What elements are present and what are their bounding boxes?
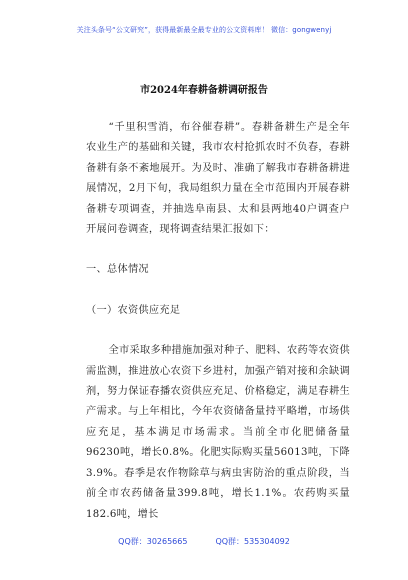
- qq-group-1: QQ群：30265665: [118, 537, 188, 546]
- qq-group-2: QQ群：535304092: [215, 537, 290, 546]
- bottom-banner: [0, 536, 408, 547]
- section-heading: 一、总体情况: [86, 264, 149, 276]
- document-body: [86, 118, 350, 525]
- subsection-heading: （一）农资供应充足: [86, 304, 181, 316]
- intro-paragraph: “千里积雪消，布谷催春耕”。春耕备耕生产是全年农业生产的基础和关键，我市农村抢抓农时不负春，春耕备耕有条不紊地展开。为及时、准确了解我市春耕备耕进展情况，2月下旬，我局组织力量在全市范围内开展春耕备耕专项调查，并抽选阜南县、太和县两地40户调查户开展问卷调查，现将调查结果汇报如下：: [86, 122, 350, 236]
- document-title: 市2024年春耕备耕调研报告: [140, 85, 268, 96]
- top-banner: 关注头条号“公文研究”，获得最新最全最专业的公文资料库！ 微信：gongwenyj: [76, 26, 332, 34]
- body-paragraph: 全市采取多种措施加强对种子、肥料、农药等农资供需监测，推进放心农资下乡进村，加强产销对接和余缺调剂，努力保证春播农资供应充足、价格稳定，满足春耕生产需求。与上年相比，今年农资储备量持平略增，市场供应充足，基本满足市场需求。当前全市化肥储备量96230吨，增长0.8%。化肥实际购买量56013吨，下降3.9%。春季是农作物除草与病虫害防治的重点阶段，当前全市农药储备量399.8吨，增长1.1%。农药购买量182.6吨，增长: [86, 345, 350, 520]
